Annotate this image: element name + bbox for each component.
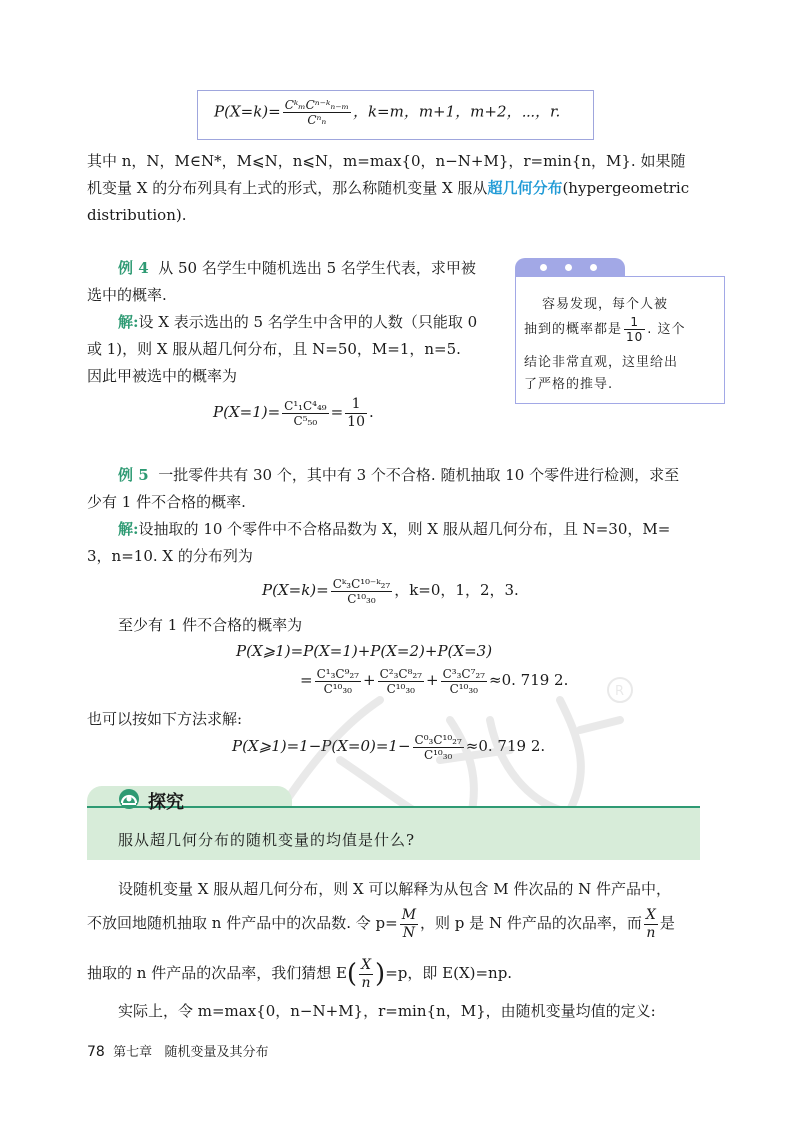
para1-line2: 机变量 X 的分布列具有上式的形式，那么称随机变量 X 服从超几何分布(hypergeometric: [87, 179, 690, 197]
chapter-title: 随机变量及其分布: [164, 1045, 269, 1060]
example4-label: 例 4: [118, 259, 149, 277]
example5-line1: 例 5 一批零件共有 30 个，其中有 3 个不合格. 随机抽取 10 个零件进行检测，求至: [118, 466, 680, 484]
note-dot-icon: [540, 264, 547, 271]
formula-lhs: P(X=k)=: [214, 102, 281, 121]
example5-distribution: P(X=k)= $\frac{\text{Cᵏ₃C¹⁰⁻ᵏ₂₇}}{\text{C¹⁰₃₀}}$ ，k=0，1，2，3.: [262, 576, 519, 606]
example4-line2: 选中的概率.: [87, 286, 167, 304]
note-line2: 抽到的概率都是 $\frac{1}{10}$ . 这个: [524, 315, 686, 344]
note-line4: 了严格的推导.: [524, 377, 614, 392]
example4-line1: 例 4 从 50 名学生中随机选出 5 名学生代表，求甲被: [118, 259, 476, 277]
example5-prob-text: 至少有 1 件不合格的概率为: [118, 616, 303, 634]
formula-fraction: $\frac{\text{CᵏₘCⁿ⁻ᵏₙ₋ₘ}}{\text{Cⁿₙ}}$: [284, 98, 349, 127]
example4-sol3: 因此甲被选中的概率为: [87, 367, 238, 385]
example5-sol1: 解:设抽取的 10 个零件中不合格品数为 X，则 X 服从超几何分布，且 N=30，M=: [118, 520, 671, 538]
note-tab: [515, 258, 625, 278]
note-line3: 结论非常直观，这里给出: [524, 355, 679, 370]
para1-line1: 其中 n，N，M∈N*，M⩽N，n⩽N，m=max{0，n−N+M}，r=min{n，M}. 如果随: [87, 152, 686, 170]
example5-solution-label: 解:: [118, 520, 139, 538]
example4-sol1: 解:设 X 表示选出的 5 名学生中含甲的人数（只能取 0: [118, 313, 478, 331]
page-number: 78: [87, 1044, 105, 1060]
note-line1: 容易发现，每个人被: [542, 297, 669, 312]
para1-line3: distribution).: [87, 206, 187, 224]
chapter-label: 第七章: [113, 1045, 153, 1060]
para2-line3: 抽取的 n 件产品的次品率，我们猜想 E( $\frac{X}{n}$ )=p，即 E(X)=np.: [87, 956, 513, 991]
hypergeometric-formula-box: [197, 90, 594, 140]
side-note: [515, 258, 725, 403]
explore-title: 探究: [148, 792, 184, 813]
example5-eq1: P(X⩾1)=P(X=1)+P(X=2)+P(X=3): [236, 642, 493, 660]
example5-eq3: P(X⩾1)=1−P(X=0)=1− $\frac{\text{C⁰₃C¹⁰₂₇}}{\text{C¹⁰₃₀}}$ ≈0. 719 2.: [232, 732, 546, 762]
note-body: [515, 276, 725, 404]
example4-formula: P(X=1)= $\frac{\text{C¹₁C⁴₄₉}}{\text{C⁵₅₀}}$ = $\frac{1}{10}$ .: [213, 395, 374, 430]
explore-question: 服从超几何分布的随机变量的均值是什么?: [118, 831, 416, 849]
para2-line1: 设随机变量 X 服从超几何分布，则 X 可以解释为从包含 M 件次品的 N 件产品中，: [118, 880, 671, 898]
page-footer: [87, 1041, 269, 1060]
formula-rhs: ，k=m，m+1，m+2，⋯，r.: [352, 102, 561, 121]
svg-text:R: R: [615, 684, 625, 699]
example5-sol2: 3，n=10. X 的分布列为: [87, 547, 253, 565]
example4-solution-label: 解:: [118, 313, 139, 331]
para2-line4: 实际上，令 m=max{0，n−N+M}，r=min{n，M}，由随机变量均值的定义:: [118, 1002, 656, 1020]
term-hypergeometric: 超几何分布: [487, 179, 563, 197]
example4-sol2: 或 1)，则 X 服从超几何分布，且 N=50，M=1，n=5.: [87, 340, 461, 358]
example5-alt-text: 也可以按如下方法求解:: [87, 710, 243, 728]
example5-eq2: = $\frac{\text{C¹₃C⁹₂₇}}{\text{C¹⁰₃₀}}$ + $\frac{\text{C²₃C⁸₂₇}}{\text{C¹⁰₃₀}}$ + $\frac{\text{C³₃C⁷₂₇}}{\text{C¹⁰₃₀}}$ ≈0. 719 2.: [300, 666, 569, 696]
example5-label: 例 5: [118, 466, 149, 484]
para2-line2: 不放回地随机抽取 n 件产品中的次品数. 令 p= $\frac{M}{N}$ ，则 p 是 N 件产品的次品率，而 $\frac{X}{n}$ 是: [87, 906, 675, 941]
example5-line2: 少有 1 件不合格的概率.: [87, 493, 246, 511]
explore-icon: [118, 788, 140, 810]
note-dot-icon: [590, 264, 597, 271]
note-dot-icon: [565, 264, 572, 271]
